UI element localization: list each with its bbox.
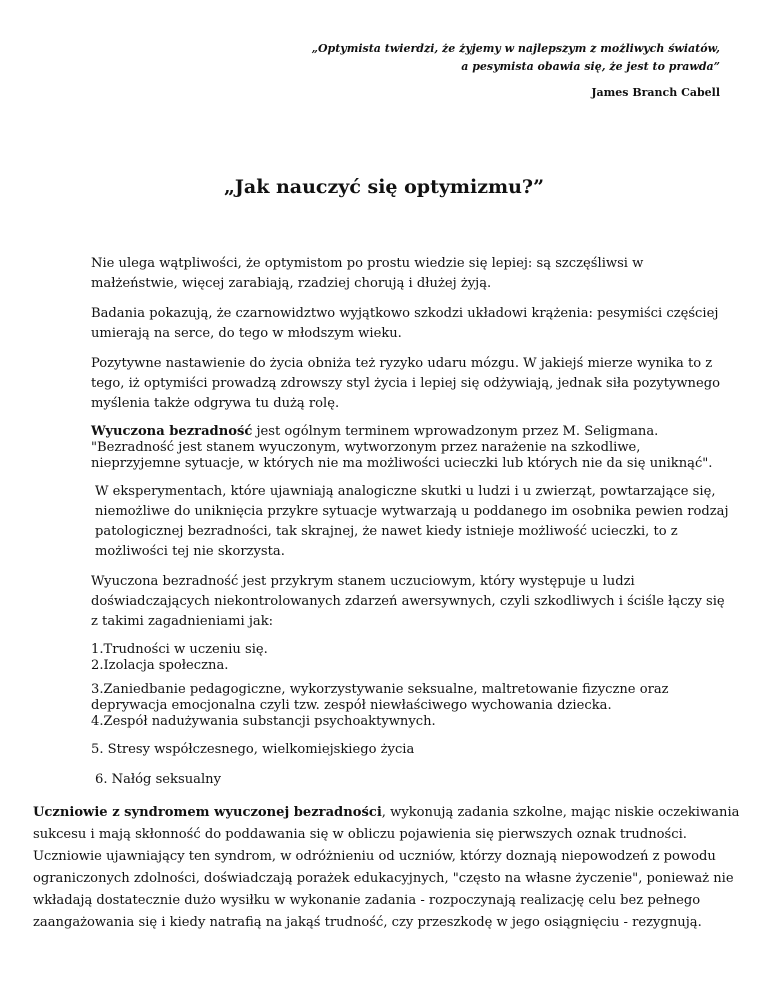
term-learned-helplessness: Wyuczona bezradność [91, 424, 253, 439]
document-title: „Jak nauczyć się optymizmu?” [223, 176, 544, 198]
list-item-1: 1.Trudności w uczeniu się. [91, 642, 268, 657]
list-item-2: 2.Izolacja społeczna. [91, 658, 229, 673]
epigraph-author: James Branch Cabell [591, 86, 720, 99]
document-body [91, 254, 731, 800]
list-group-2 [91, 682, 731, 730]
paragraph-emotional-state: Wyuczona bezradność jest przykrym stanem uczuciowym, który występuje u ludzi doświadczających niekontrolowanych zdarzeń awersywnych, czyli szkodliwych i ściśle łączy się z takimi zagadnieniami jak: [91, 574, 725, 629]
students-syndrome-text: , wykonują zadania szkolne, mając niskie oczekiwania sukcesu i mają skłonność do poddawania się w obliczu pojawienia się pierwszych oznak trudności. Uczniowie ujawniający ten syndrom, w odróżnieniu od uczniów, którzy doznają niepowodzeń z powodu ograniczonych zdolności, doświadczają porażek edukacyjnych, "często na własne życzenie", ponieważ nie wkładają dostatecznie dużo wysiłku w wykonanie zadania - rozpoczynają realizację celu bez pełnego zaangażowania się i kiedy natrafią na jakąś trudność, czy przeszkodę w jego osiągnięciu - rezygnują. [33, 805, 740, 930]
epigraph-line-1: „Optymista twierdzi, że żyjemy w najlepszym z możliwych światów, [311, 42, 720, 55]
paragraph-experiments: W eksperymentach, które ujawniają analogiczne skutki u ludzi i u zwierząt, powtarzające się, niemożliwe do uniknięcia przykre sytuacje wytwarzają u poddanego im osobnika pewien rodzaj patologicznej bezradności, tak skrajnej, że nawet kiedy istnieje możliwość ucieczki, to z możliwości tej nie skorzysta. [95, 484, 729, 559]
paragraph-students-syndrome [33, 802, 743, 934]
list-item-6: 6. Nałóg seksualny [95, 772, 221, 787]
term-students-syndrome: Uczniowie z syndromem wyuczonej bezradności [33, 805, 382, 820]
list-item-5: 5. Stresy współczesnego, wielkomiejskiego życia [91, 742, 415, 757]
paragraph-learned-helplessness [91, 424, 731, 472]
list-item-4: 4.Zespół nadużywania substancji psychoaktywnych. [91, 714, 436, 729]
paragraph-optimists: Nie ulega wątpliwości, że optymistom po prostu wiedzie się lepiej: są szczęśliwsi w małżeństwie, więcej zarabiają, rzadziej chorują i dłużej żyją. [91, 256, 644, 291]
epigraph-quote [120, 40, 720, 76]
epigraph-line-2: a pesymista obawia się, że jest to prawda” [461, 60, 720, 73]
paragraph-research: Badania pokazują, że czarnowidztwo wyjątkowo szkodzi układowi krążenia: pesymiści częściej umierają na serce, do tego w młodszym wieku. [91, 306, 719, 341]
paragraph-stroke-risk: Pozytywne nastawienie do życia obniża też ryzyko udaru mózgu. W jakiejś mierze wynika to z tego, iż optymiści prowadzą zdrowszy styl życia i lepiej się odżywiają, jednak siła pozytywnego myślenia także odgrywa tu dużą rolę. [91, 356, 721, 411]
definition-text: jest ogólnym terminem wprowadzonym przez M. Seligmana. "Bezradność jest stanem wyuczonym, wytworzonym przez narażenie na szkodliwe, nieprzyjemne sytuacje, w których nie ma możliwości ucieczki lub których nie da się uniknąć". [91, 424, 713, 471]
list-group-1 [91, 642, 731, 674]
list-item-3: 3.Zaniedbanie pedagogiczne, wykorzystywanie seksualne, maltretowanie fizyczne oraz deprywacja emocjonalna czyli tzw. zespół niewłaściwego wychowania dziecka. [91, 682, 669, 713]
